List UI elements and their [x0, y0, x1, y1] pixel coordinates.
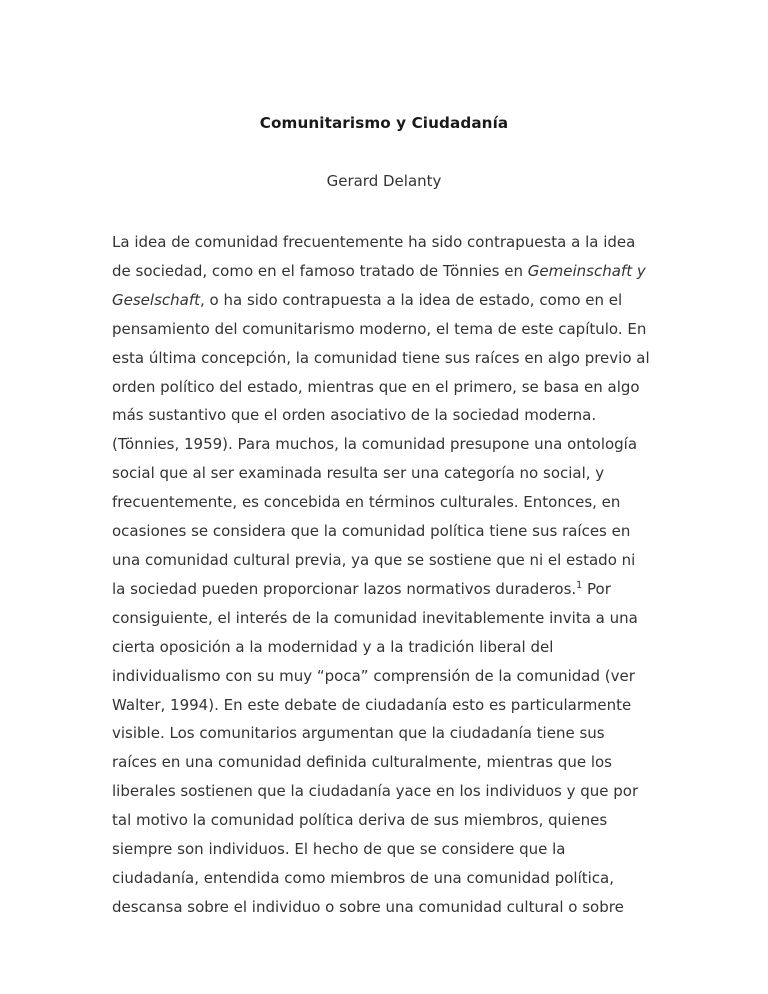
- body-line: individualismo con su muy “poca” comprensión de la comunidad (ver: [112, 666, 635, 685]
- body-line: tal motivo la comunidad política deriva de sus miembros, quienes: [112, 811, 608, 830]
- body-line-text: Por: [582, 579, 611, 598]
- body-line: [112, 257, 658, 286]
- body-line: descansa sobre el individuo o sobre una comunidad cultural o sobre: [112, 897, 624, 916]
- italic-work-title: Geselschaft: [112, 290, 200, 309]
- body-line: cierta oposición a la modernidad y a la tradición liberal del: [112, 637, 554, 656]
- body-line: pensamiento del comunitarismo moderno, el tema de este capítulo. En: [112, 319, 647, 338]
- body-line: orden político del estado, mientras que en el primero, se basa en algo: [112, 377, 640, 396]
- body-line: [112, 286, 658, 315]
- body-line: La idea de comunidad frecuentemente ha sido contrapuesta a la idea: [112, 233, 636, 251]
- body-line: más sustantivo que el orden asociativo de la sociedad moderna.: [112, 406, 597, 425]
- body-line: siempre son individuos. El hecho de que se considere que la: [112, 840, 566, 859]
- body-line: [112, 575, 658, 604]
- body-text-block: [112, 228, 658, 922]
- body-line: frecuentemente, es concebida en términos culturales. Entonces, en: [112, 493, 621, 512]
- body-line-text: la sociedad pueden proporcionar lazos normativos duraderos.: [112, 579, 577, 598]
- body-line: liberales sostienen que la ciudadanía yace en los individuos y que por: [112, 782, 639, 801]
- body-line: ocasiones se considera que la comunidad política tiene sus raíces en: [112, 522, 631, 541]
- body-line: visible. Los comunitarios argumentan que la ciudadanía tiene sus: [112, 724, 605, 743]
- author-name: Gerard Delanty: [326, 172, 442, 190]
- body-line: una comunidad cultural previa, ya que se sostiene que ni el estado ni: [112, 550, 636, 569]
- body-line: esta última concepción, la comunidad tiene sus raíces en algo previo al: [112, 348, 650, 367]
- body-line-text: de sociedad, como en el famoso tratado de Tönnies en: [112, 261, 528, 280]
- body-line: Walter, 1994). En este debate de ciudadanía esto es particularmente: [112, 695, 632, 714]
- footnote-marker[interactable]: 1: [576, 579, 583, 591]
- page-title: Comunitarismo y Ciudadanía: [259, 114, 509, 132]
- body-line: (Tönnies, 1959). Para muchos, la comunidad presupone una ontología: [112, 435, 638, 454]
- body-line: social que al ser examinada resulta ser una categoría no social, y: [112, 464, 605, 483]
- body-line: consiguiente, el interés de la comunidad inevitablemente invita a una: [112, 608, 638, 627]
- italic-work-title: Gemeinschaft y: [527, 261, 646, 280]
- body-line: raíces en una comunidad definida culturalmente, mientras que los: [112, 753, 612, 772]
- body-line-text: , o ha sido contrapuesta a la idea de estado, como en el: [200, 290, 623, 309]
- body-line: ciudadanía, entendida como miembros de una comunidad política,: [112, 868, 614, 887]
